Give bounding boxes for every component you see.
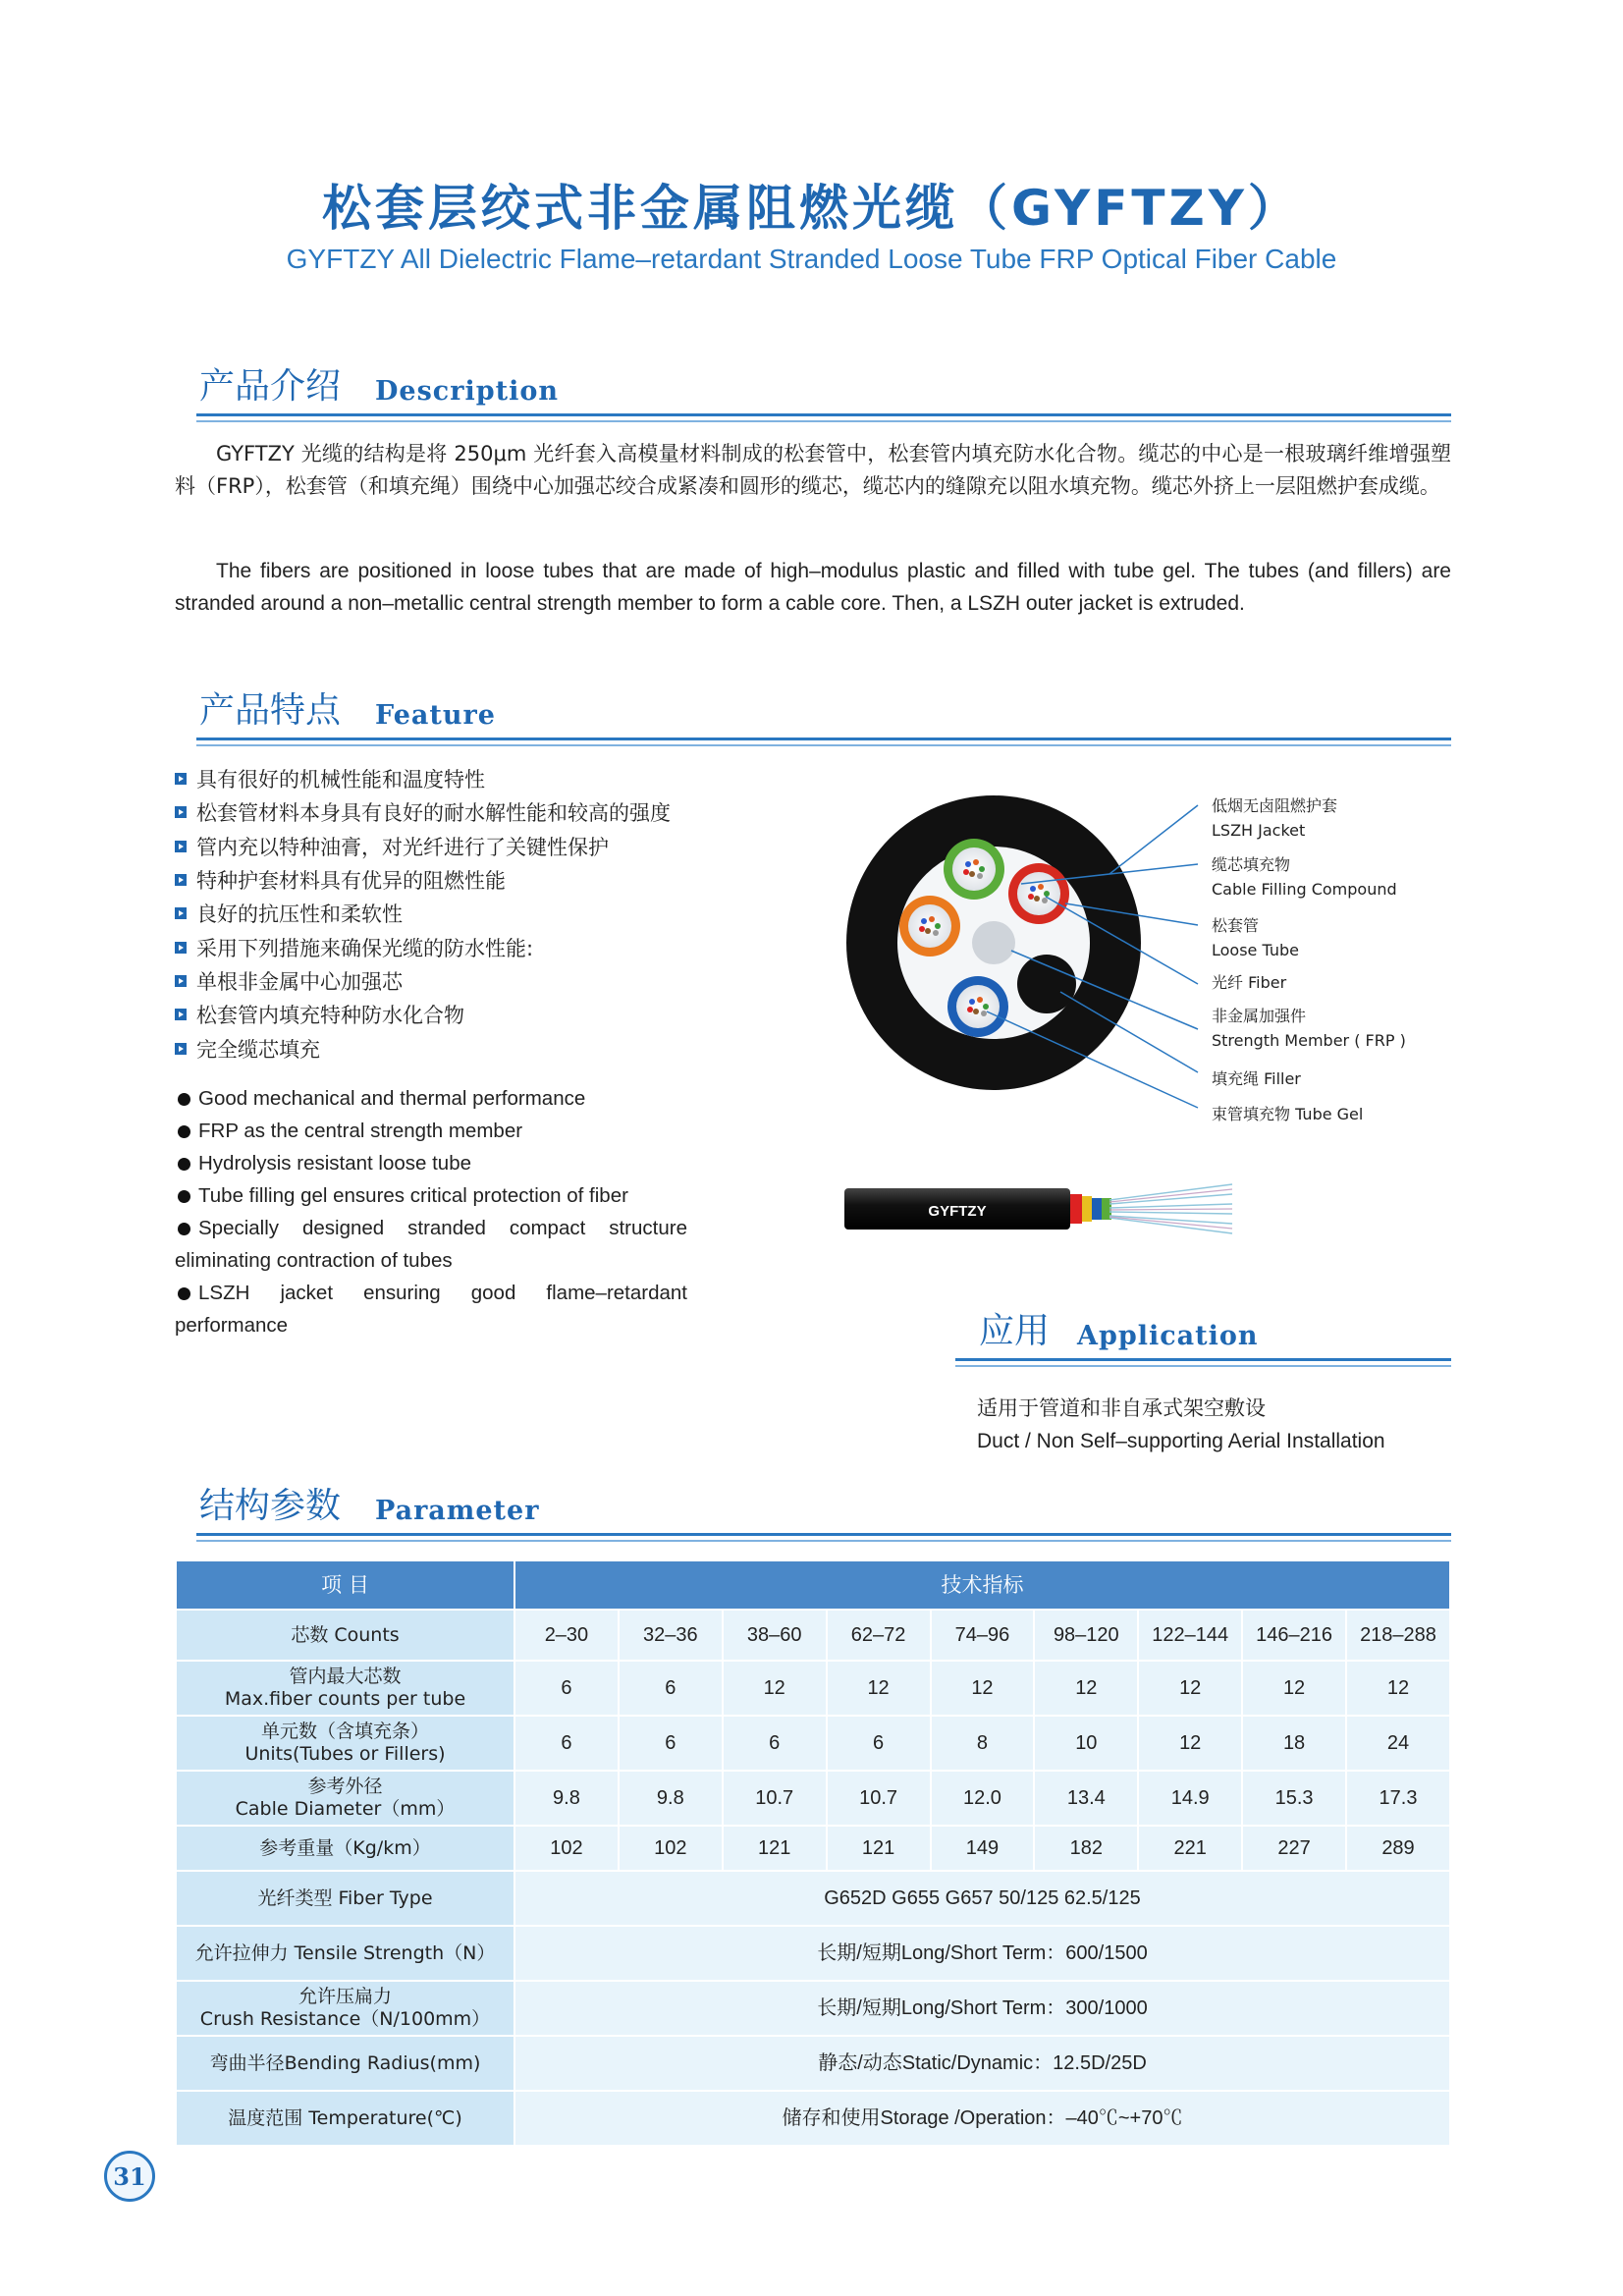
- feature-list-en: [175, 1082, 687, 1341]
- arrow-bullet-icon: [175, 907, 187, 919]
- table-cell: 102: [619, 1826, 723, 1871]
- arrow-bullet-icon: [175, 841, 187, 852]
- table-cell: 12: [931, 1661, 1035, 1716]
- table-cell: 12: [1034, 1661, 1138, 1716]
- feature-heading-en: Feature: [375, 700, 496, 731]
- list-item: 松套管内填充特种防水化合物: [175, 998, 671, 1031]
- parameter-heading-cn: 结构参数: [199, 1486, 342, 1526]
- filler-rod: [1017, 955, 1076, 1013]
- list-item: Specially designed stranded compact structure eliminating contraction of tubes: [175, 1217, 687, 1272]
- header-spec: 技术指标: [514, 1560, 1450, 1610]
- bullet-dot-icon: [178, 1125, 190, 1138]
- table-cell: 静态/动态Static/Dynamic：12.5D/25D: [514, 2036, 1450, 2091]
- table-cell: 10.7: [723, 1771, 827, 1826]
- arrow-bullet-icon: [175, 942, 187, 954]
- callout-strength-member: 非金属加强件 Strength Member ( FRP ): [1212, 1007, 1406, 1050]
- table-cell: 2–30: [514, 1610, 619, 1661]
- arrow-bullet-icon: [175, 1009, 187, 1020]
- cable-side-view-image: [844, 1175, 1237, 1243]
- row-label: 管内最大芯数 Max.fiber counts per tube: [176, 1661, 514, 1716]
- table-cell: 6: [619, 1716, 723, 1771]
- table-cell: 12: [723, 1661, 827, 1716]
- callout-lszh-jacket: 低烟无卤阻燃护套 LSZH Jacket: [1212, 796, 1338, 840]
- table-cell: 13.4: [1034, 1771, 1138, 1826]
- application-heading-en: Application: [1077, 1321, 1259, 1351]
- table-cell: 9.8: [619, 1771, 723, 1826]
- description-heading: [196, 363, 1451, 422]
- loose-tube-red: [1008, 863, 1069, 924]
- loose-tube-green: [944, 839, 1004, 900]
- description-text-cn: GYFTZY 光缆的结构是将 250μm 光纤套入高模量材料制成的松套管中，松套管内填充防水化合物。缆芯的中心是一根玻璃纤维增强塑料（FRP），松套管（和填充绳）围绕中心加强芯绞合成紧凑和圆形的缆芯，缆芯内的缝隙充以阻水填充物。缆芯外挤上一层阻燃护套成缆。: [175, 442, 1451, 498]
- table-cell: 12: [1346, 1661, 1450, 1716]
- table-cell: 长期/短期Long/Short Term：600/1500: [514, 1926, 1450, 1981]
- row-label: 参考重量（Kg/km）: [176, 1826, 514, 1871]
- arrow-bullet-icon: [175, 874, 187, 886]
- arrow-bullet-icon: [175, 1043, 187, 1055]
- table-row: [176, 2036, 1450, 2091]
- table-cell: 74–96: [931, 1610, 1035, 1661]
- list-item: FRP as the central strength member: [175, 1115, 687, 1147]
- table-cell: 10.7: [827, 1771, 931, 1826]
- table-cell: 18: [1242, 1716, 1346, 1771]
- arrow-bullet-icon: [175, 773, 187, 785]
- description-text-en: The fibers are positioned in loose tubes that are made of high–modulus plastic and filled with tube gel. The tubes (and fillers) are stranded around a non–metallic central strength member to form a cable core. Then, a LSZH outer jacket is extruded.: [175, 560, 1451, 615]
- list-item: 具有很好的机械性能和温度特性: [175, 762, 671, 795]
- table-cell: 12: [1138, 1661, 1242, 1716]
- list-item: Good mechanical and thermal performance: [175, 1082, 687, 1115]
- table-cell: 6: [827, 1716, 931, 1771]
- table-row: [176, 1610, 1450, 1661]
- description-heading-en: Description: [375, 376, 559, 407]
- callout-filling-compound: 缆芯填充物 Cable Filling Compound: [1212, 855, 1397, 899]
- table-cell: 227: [1242, 1826, 1346, 1871]
- list-item: 管内充以特种油膏，对光纤进行了关键性保护: [175, 830, 671, 863]
- bullet-dot-icon: [178, 1223, 190, 1235]
- table-cell: 14.9: [1138, 1771, 1242, 1826]
- table-header-row: [176, 1560, 1450, 1610]
- table-cell: 146–216: [1242, 1610, 1346, 1661]
- list-item: 单根非金属中心加强芯: [175, 964, 671, 998]
- parameter-table: [175, 1559, 1451, 2147]
- table-cell: 6: [514, 1716, 619, 1771]
- cable-print-label: GYFTZY: [928, 1203, 987, 1220]
- callout-loose-tube: 松套管 Loose Tube: [1212, 916, 1299, 959]
- table-cell: 289: [1346, 1826, 1450, 1871]
- table-cell: 15.3: [1242, 1771, 1346, 1826]
- bullet-dot-icon: [178, 1287, 190, 1300]
- feature-heading: [196, 687, 1451, 746]
- table-row: [176, 1771, 1450, 1826]
- table-cell: 121: [827, 1826, 931, 1871]
- page-title: 松套层绞式非金属阻燃光缆（GYFTZY）: [322, 180, 1301, 237]
- callout-filler: 填充绳 Filler: [1212, 1069, 1301, 1088]
- arrow-bullet-icon: [175, 975, 187, 987]
- table-row: [176, 1871, 1450, 1926]
- table-cell: 10: [1034, 1716, 1138, 1771]
- table-cell: 12: [1138, 1716, 1242, 1771]
- bullet-dot-icon: [178, 1093, 190, 1106]
- table-cell: 221: [1138, 1826, 1242, 1871]
- table-cell: 62–72: [827, 1610, 931, 1661]
- list-item: 松套管材料本身具有良好的耐水解性能和较高的强度: [175, 795, 671, 829]
- table-row: [176, 1981, 1450, 2036]
- description-heading-cn: 产品介绍: [199, 366, 342, 407]
- table-cell: 121: [723, 1826, 827, 1871]
- list-item: Hydrolysis resistant loose tube: [175, 1147, 687, 1179]
- table-row: [176, 1716, 1450, 1771]
- list-item: 采用下列措施来确保光缆的防水性能:: [175, 930, 671, 963]
- row-label: 允许压扁力 Crush Resistance（N/100mm）: [176, 1981, 514, 2036]
- table-row: [176, 1826, 1450, 1871]
- table-cell: 24: [1346, 1716, 1450, 1771]
- table-cell: 6: [619, 1661, 723, 1716]
- arrow-bullet-icon: [175, 806, 187, 818]
- loose-tube-blue: [947, 976, 1008, 1037]
- row-label: 单元数（含填充条） Units(Tubes or Fillers): [176, 1716, 514, 1771]
- loose-tube-orange: [899, 896, 960, 957]
- table-cell: 38–60: [723, 1610, 827, 1661]
- list-item: 特种护套材料具有优异的阻燃性能: [175, 863, 671, 897]
- row-label: 温度范围 Temperature(℃): [176, 2091, 514, 2146]
- table-row: [176, 1926, 1450, 1981]
- feature-list-cn: [175, 762, 671, 1066]
- row-label: 光纤类型 Fiber Type: [176, 1871, 514, 1926]
- frp-strength-member: [972, 921, 1015, 964]
- table-cell: 122–144: [1138, 1610, 1242, 1661]
- table-cell: 149: [931, 1826, 1035, 1871]
- table-cell: 17.3: [1346, 1771, 1450, 1826]
- table-cell: 32–36: [619, 1610, 723, 1661]
- table-cell: 98–120: [1034, 1610, 1138, 1661]
- table-row: [176, 1661, 1450, 1716]
- list-item: 良好的抗压性和柔软性: [175, 897, 671, 930]
- application-heading: [955, 1308, 1451, 1367]
- table-cell: G652D G655 G657 50/125 62.5/125: [514, 1871, 1450, 1926]
- row-label: 参考外径 Cable Diameter（mm）: [176, 1771, 514, 1826]
- row-label: 弯曲半径Bending Radius(mm): [176, 2036, 514, 2091]
- bullet-dot-icon: [178, 1158, 190, 1171]
- table-cell: 102: [514, 1826, 619, 1871]
- table-cell: 长期/短期Long/Short Term：300/1000: [514, 1981, 1450, 2036]
- row-label: 允许拉伸力 Tensile Strength（N）: [176, 1926, 514, 1981]
- table-cell: 182: [1034, 1826, 1138, 1871]
- parameter-heading-en: Parameter: [375, 1496, 540, 1526]
- application-text-cn: 适用于管道和非自承式架空敷设: [977, 1396, 1266, 1420]
- page-number-badge: 31: [104, 2151, 155, 2202]
- table-cell: 6: [723, 1716, 827, 1771]
- row-label: 芯数 Counts: [176, 1610, 514, 1661]
- application-heading-cn: 应用: [979, 1311, 1051, 1351]
- list-item: 完全缆芯填充: [175, 1031, 671, 1065]
- table-cell: 9.8: [514, 1771, 619, 1826]
- header-item: 项 目: [176, 1560, 514, 1610]
- page-subtitle: GYFTZY All Dielectric Flame–retardant Stranded Loose Tube FRP Optical Fiber Cable: [286, 244, 1337, 274]
- table-cell: 12: [827, 1661, 931, 1716]
- table-cell: 8: [931, 1716, 1035, 1771]
- cable-cross-section-diagram: [835, 766, 1463, 1159]
- list-item: Tube filling gel ensures critical protection of fiber: [175, 1179, 687, 1212]
- table-cell: 12.0: [931, 1771, 1035, 1826]
- table-cell: 12: [1242, 1661, 1346, 1716]
- table-cell: 储存和使用Storage /Operation：–40℃~+70℃: [514, 2091, 1450, 2146]
- list-item: LSZH jacket ensuring good flame–retardant performance: [175, 1282, 687, 1337]
- table-cell: 218–288: [1346, 1610, 1450, 1661]
- bullet-dot-icon: [178, 1190, 190, 1203]
- callout-tube-gel: 束管填充物 Tube Gel: [1212, 1105, 1364, 1123]
- table-cell: 6: [514, 1661, 619, 1716]
- feature-heading-cn: 产品特点: [199, 690, 342, 731]
- parameter-heading: [196, 1483, 1451, 1542]
- table-row: [176, 2091, 1450, 2146]
- callout-fiber: 光纤 Fiber: [1212, 973, 1287, 992]
- application-text-en: Duct / Non Self–supporting Aerial Installation: [977, 1430, 1385, 1452]
